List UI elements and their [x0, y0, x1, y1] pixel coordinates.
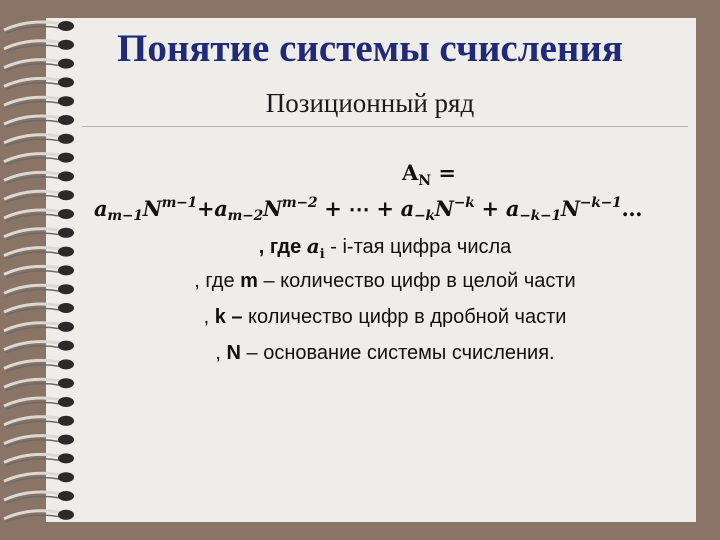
title-divider [82, 126, 688, 127]
note-fraction-digits: , k – количество цифр в дробной части [203, 306, 567, 328]
slide-title: Понятие системы счисления [117, 27, 623, 70]
term-3: $a_{-k}N^{-k}$ [400, 195, 475, 225]
spiral-ring [4, 134, 74, 146]
spiral-ring [4, 190, 74, 202]
positional-series-formula [94, 160, 684, 224]
term-2: $a_{m-2}N^{m-2}$ [214, 195, 318, 225]
note-integer-digits: , где m – количество цифр в целой части [194, 270, 576, 292]
spiral-ring [4, 171, 74, 183]
spiral-ring [4, 435, 74, 447]
formula-series: $a_{m-1}N^{m-1}+a_{m-2}N^{m-2}$ + ⋯ + $a_{-k}N^{-k}$ + $a_{-k-1}N^{-k-1}\dots$ [94, 195, 643, 225]
spiral-ring [4, 209, 74, 221]
spiral-ring [4, 453, 74, 465]
spiral-ring [4, 378, 74, 390]
spiral-ring [4, 510, 74, 522]
note-base: , N – основание системы счисления. [215, 342, 555, 364]
spiral-ring [4, 416, 74, 428]
spiral-ring [4, 491, 74, 503]
note-digit: , где $a_i - i-тая$ цифра числа [258, 234, 512, 262]
term-4: $a_{-k-1}N^{-k-1}$ [505, 195, 622, 225]
term-1: $a_{m-1}N^{m-1}$ [94, 195, 197, 225]
spiral-ring [4, 153, 74, 165]
slide-subtitle: Позиционный ряд [265, 88, 475, 118]
spiral-ring [4, 397, 74, 409]
formula-lhs: $A_N$ = [401, 160, 456, 190]
spiral-ring [4, 472, 74, 484]
formula-tail: … [621, 196, 643, 222]
